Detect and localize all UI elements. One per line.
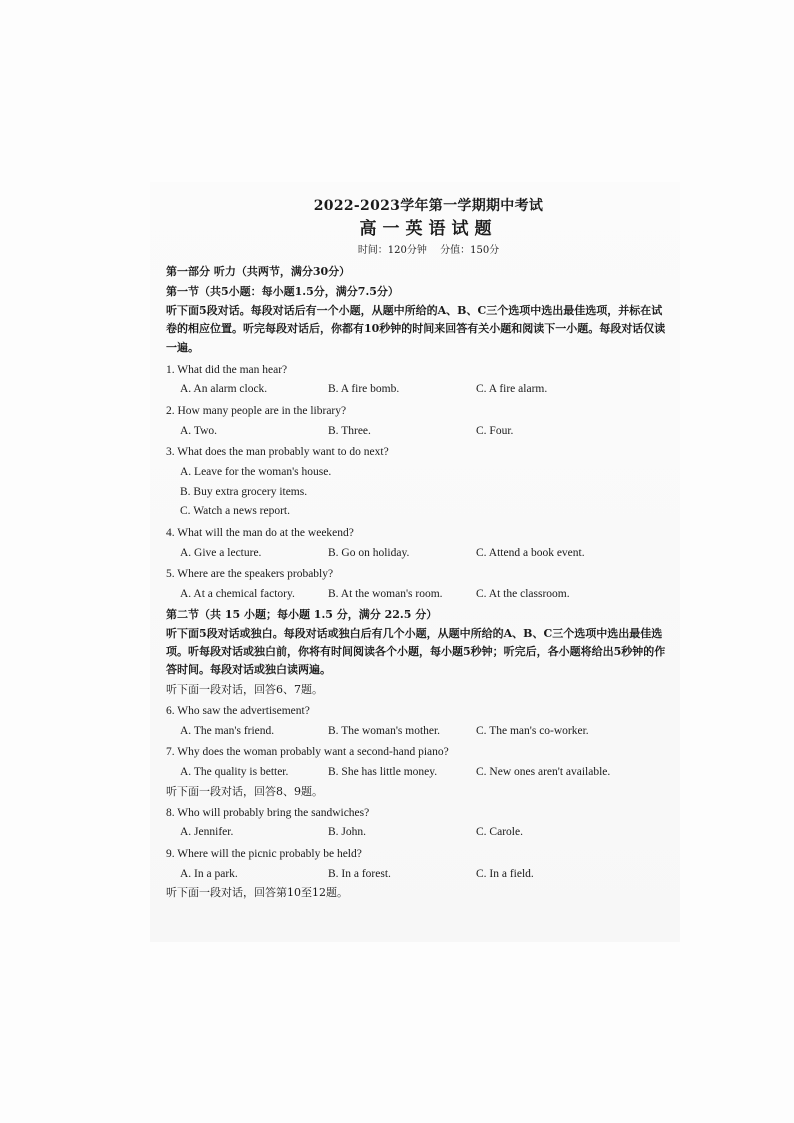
- option-c: C. New ones aren't available.: [476, 766, 611, 779]
- section1-instructions: 听下面5段对话。每段对话后有一个小题，从题中所给的A、B、C三个选项中选出最佳选项，并标在试卷的相应位置。听完每段对话后，你都有10秒钟的时间来回答有关小题和阅读下一小题。每段对话仅读一遍。: [166, 304, 666, 354]
- section2-heading: 第二节（共 15 小题；每小题 1.5 分，满分 22.5 分）: [166, 607, 438, 621]
- option-b: B. A fire bomb.: [328, 383, 400, 396]
- option-b: B. The woman's mother.: [328, 724, 441, 737]
- question-1: 1. What did the man hear?: [166, 363, 288, 376]
- part1-heading: 第一部分 听力（共两节，满分30分）: [166, 265, 351, 279]
- question-9: 9. Where will the picnic probably be held?: [166, 848, 362, 861]
- question-7: 7. Why does the woman probably want a second-hand piano?: [166, 746, 449, 759]
- options-2: [166, 423, 671, 440]
- question-2: 2. How many people are in the library?: [166, 405, 347, 418]
- options-1: [166, 381, 671, 398]
- option-b: B. Three.: [328, 424, 371, 437]
- exam-content: [166, 196, 671, 904]
- dialogue-note-2: 听下面一段对话，回答8、9题。: [166, 784, 323, 798]
- question-4: 4. What will the man do at the weekend?: [166, 527, 354, 540]
- exam-score: 分值：150分: [440, 244, 500, 256]
- exam-time: 时间：120分钟: [357, 244, 427, 256]
- question-3: 3. What does the man probably want to do next?: [166, 446, 389, 459]
- option-c: C. The man's co-worker.: [476, 724, 589, 737]
- option-b: B. In a forest.: [328, 867, 391, 880]
- option-c: C. At the classroom.: [476, 588, 570, 601]
- question-6: 6. Who saw the advertisement?: [166, 705, 310, 718]
- option-a: A. In a park.: [180, 867, 238, 880]
- option-a: A. The man's friend.: [180, 724, 275, 737]
- option-b: B. She has little money.: [328, 766, 438, 779]
- options-7: [166, 764, 671, 781]
- question-5: 5. Where are the speakers probably?: [166, 568, 334, 581]
- exam-title: 2022-2023学年第一学期期中考试: [313, 198, 544, 214]
- dialogue-note-1: 听下面一段对话，回答6、7题。: [166, 683, 323, 697]
- option-a: A. At a chemical factory.: [180, 588, 295, 601]
- option-b: B. Go on holiday.: [328, 546, 410, 559]
- option-c: C. In a field.: [476, 867, 534, 880]
- question-8: 8. Who will probably bring the sandwiches?: [166, 806, 370, 819]
- option-a: A. Leave for the woman's house.: [180, 466, 332, 479]
- section1-heading: 第一节（共5小题：每小题1.5分，满分7.5分）: [166, 285, 399, 299]
- options-4: [166, 545, 671, 562]
- option-a: A. The quality is better.: [180, 766, 289, 779]
- option-c: C. Four.: [476, 424, 514, 437]
- option-a: A. Jennifer.: [180, 826, 234, 839]
- options-6: [166, 723, 671, 740]
- option-a: A. Two.: [180, 424, 217, 437]
- option-c: C. Watch a news report.: [180, 505, 290, 518]
- options-5: [166, 586, 671, 603]
- exam-info: [186, 244, 671, 259]
- option-b: B. Buy extra grocery items.: [180, 485, 308, 498]
- option-c: C. A fire alarm.: [476, 383, 548, 396]
- option-a: A. An alarm clock.: [180, 383, 268, 396]
- option-c: C. Attend a book event.: [476, 546, 585, 559]
- option-a: A. Give a lecture.: [180, 546, 262, 559]
- section2-instructions: 听下面5段对话或独白。每段对话或独白后有几个小题，从题中所给的A、B、C三个选项中选出最佳选项。听每段对话或独白前，你将有时间阅读各个小题，每小题5秒钟；听完后，各小题将给出5秒钟的作答时间。每段对话或独白读两遍。: [166, 626, 666, 677]
- options-8: [166, 824, 671, 841]
- subject-title: 高一英语试题: [359, 219, 498, 240]
- dialogue-note-3: 听下面一段对话，回答第10至12题。: [166, 886, 348, 900]
- option-b: B. John.: [328, 826, 367, 839]
- options-9: [166, 866, 671, 883]
- option-c: C. Carole.: [476, 826, 523, 839]
- option-b: B. At the woman's room.: [328, 588, 443, 601]
